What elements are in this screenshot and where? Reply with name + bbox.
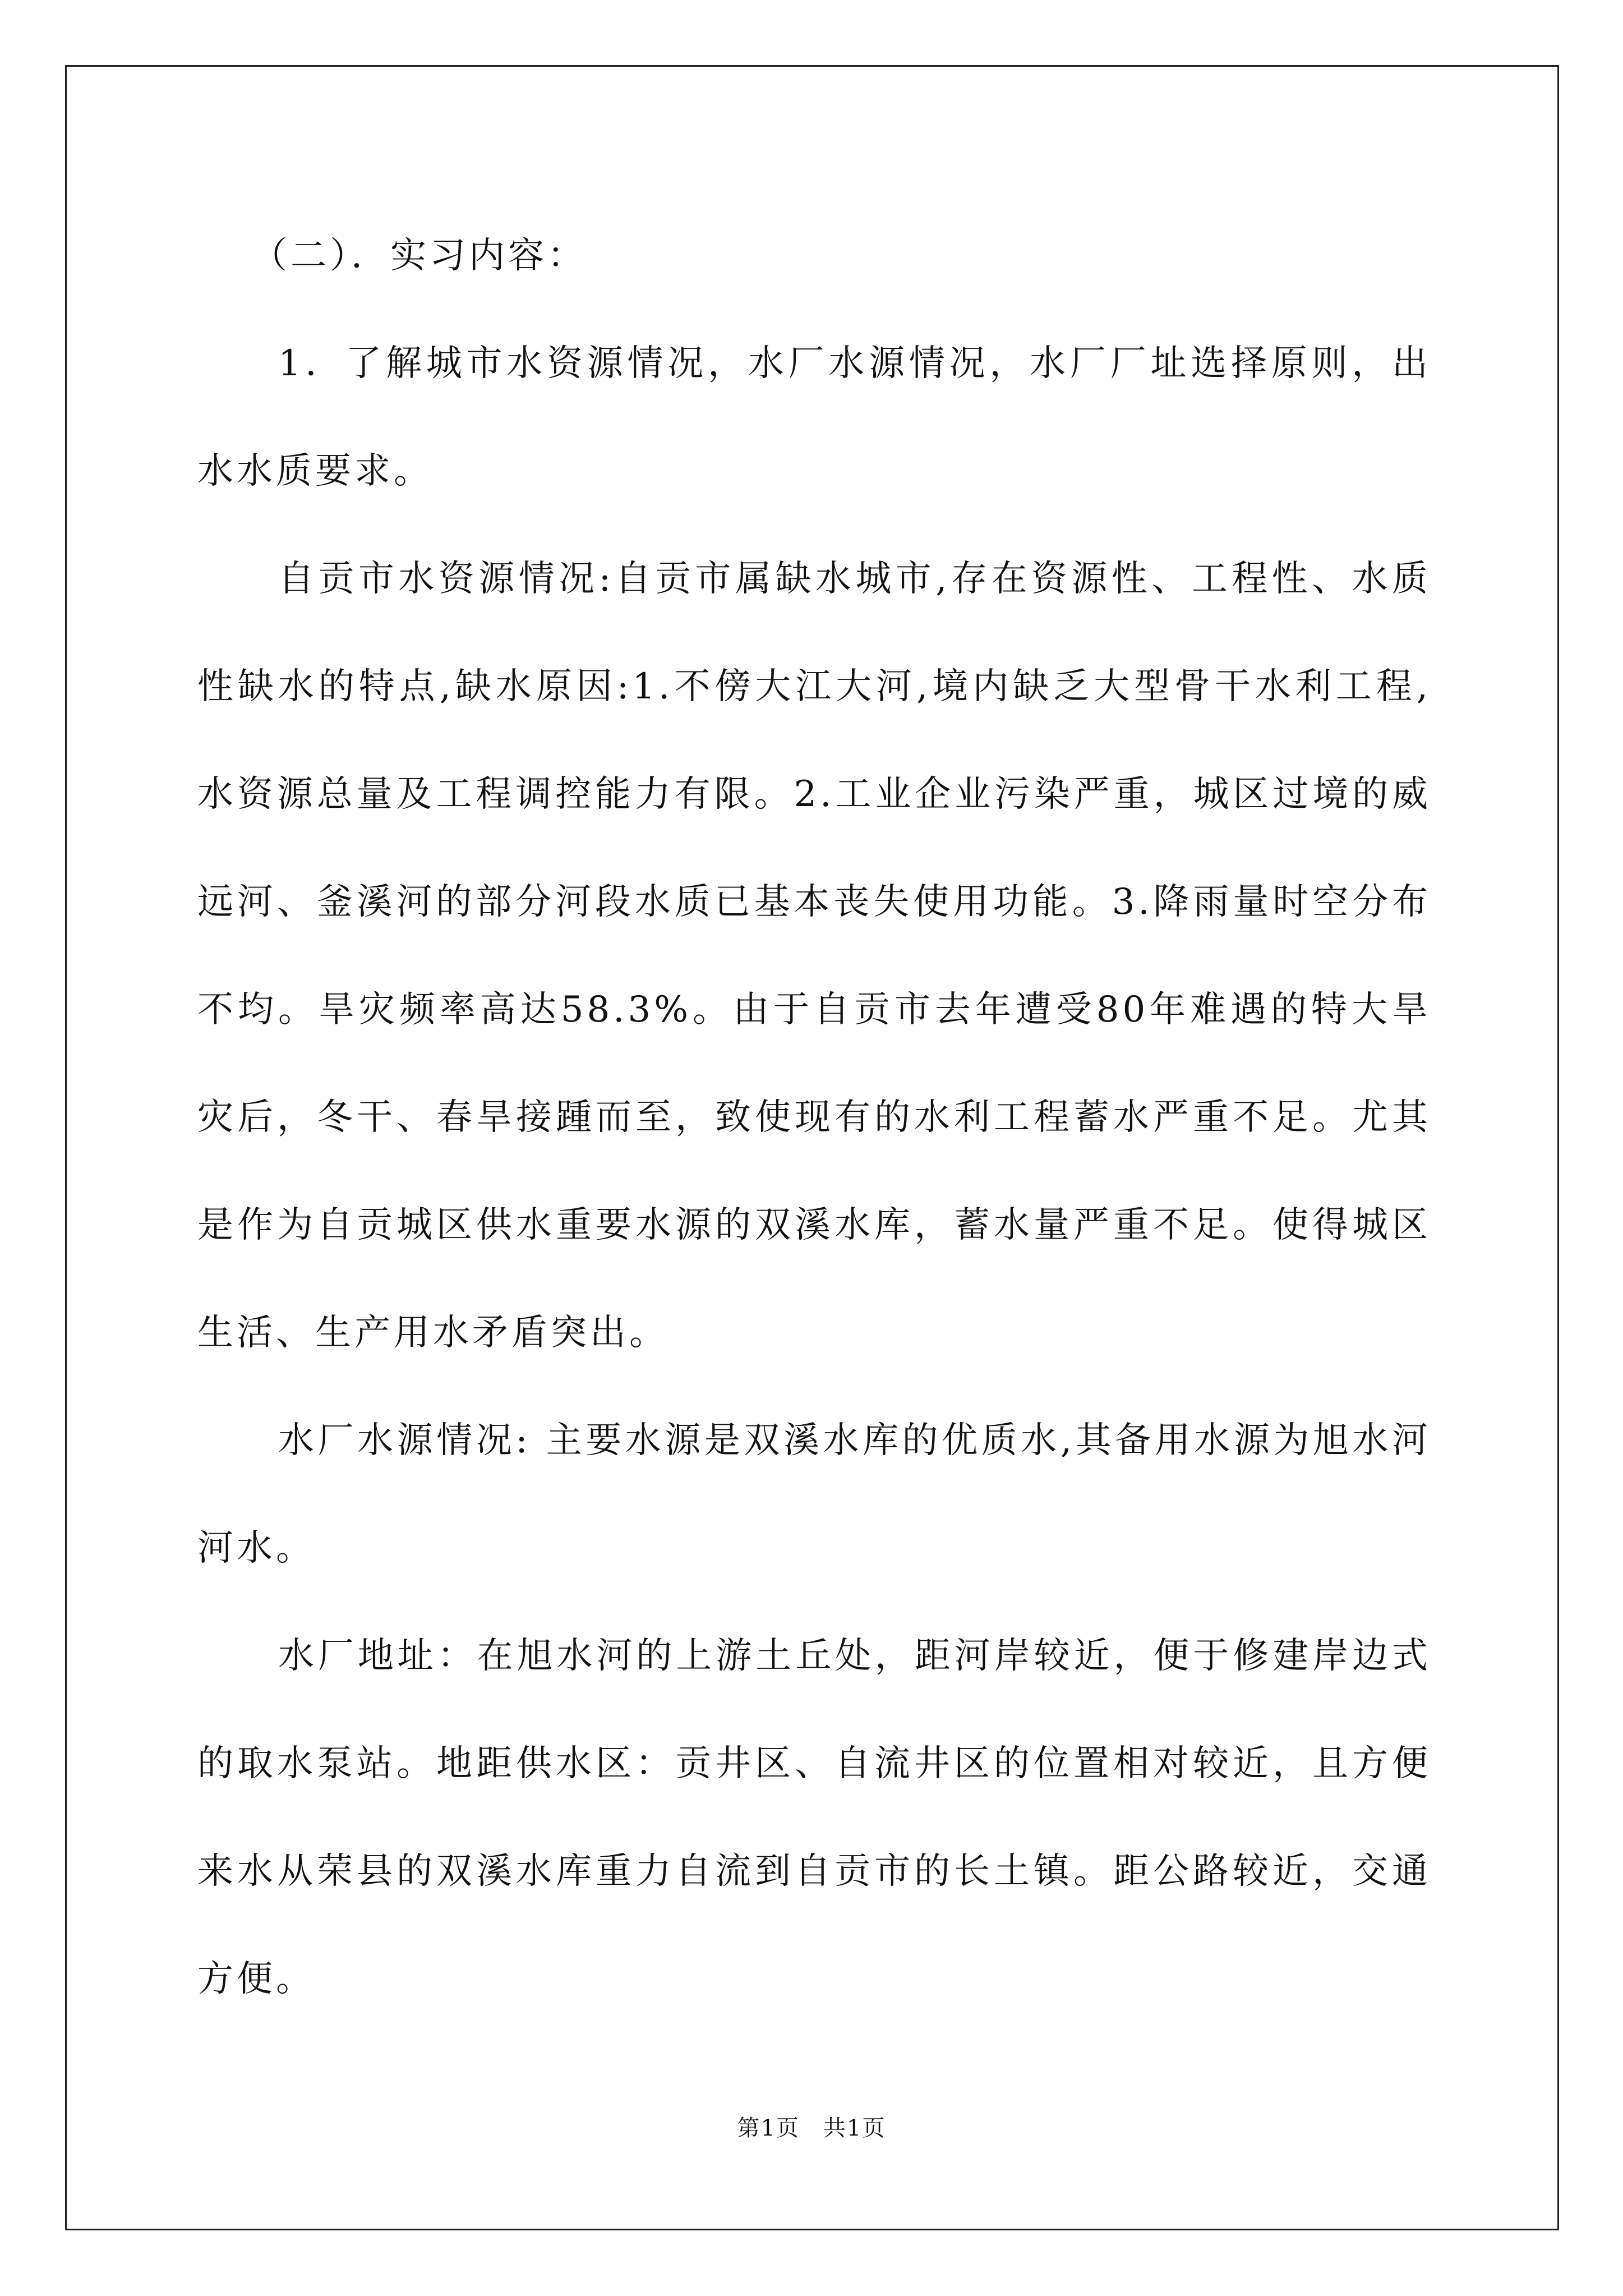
paragraph-objective: 1．了解城市水资源情况，水厂水源情况，水厂厂址选择原则，出水水质要求。 bbox=[197, 343, 1431, 492]
document-body bbox=[197, 202, 1431, 2033]
page-number-footer: 第1页 共1页 bbox=[737, 2115, 886, 2141]
paragraph-water-source: 水厂水源情况: 主要水源是双溪水库的优质水,其备用水源为旭水河河水。 bbox=[197, 1420, 1431, 1569]
section-heading: （二）．实习内容： bbox=[251, 235, 587, 277]
paragraph-plant-site: 水厂地址：在旭水河的上游土丘处，距河岸较近，便于修建岸边式的取水泵站。地距供水区：贡井区、自流井区的位置相对较近，且方便来水从荣县的双溪水库重力自流到自贡市的长土镇。距公路较近，交通方便。 bbox=[197, 1635, 1431, 2000]
paragraph-water-resources: 自贡市水资源情况:自贡市属缺水城市,存在资源性、工程性、水质性缺水的特点,缺水原因:1.不傍大江大河,境内缺乏大型骨干水利工程,水资源总量及工程调控能力有限。2.工业企业污染严重，城区过境的威远河、釜溪河的部分河段水质已基本丧失使用功能。3.降雨量时空分布不均。旱灾频率高达58.3%。由于自贡市去年遭受80年难遇的特大旱灾后，冬干、春旱接踵而至，致使现有的水利工程蓄水严重不足。尤其是作为自贡城区供水重要水源的双溪水库，蓄水量严重不足。使得城区生活、生产用水矛盾突出。 bbox=[197, 558, 1431, 1354]
